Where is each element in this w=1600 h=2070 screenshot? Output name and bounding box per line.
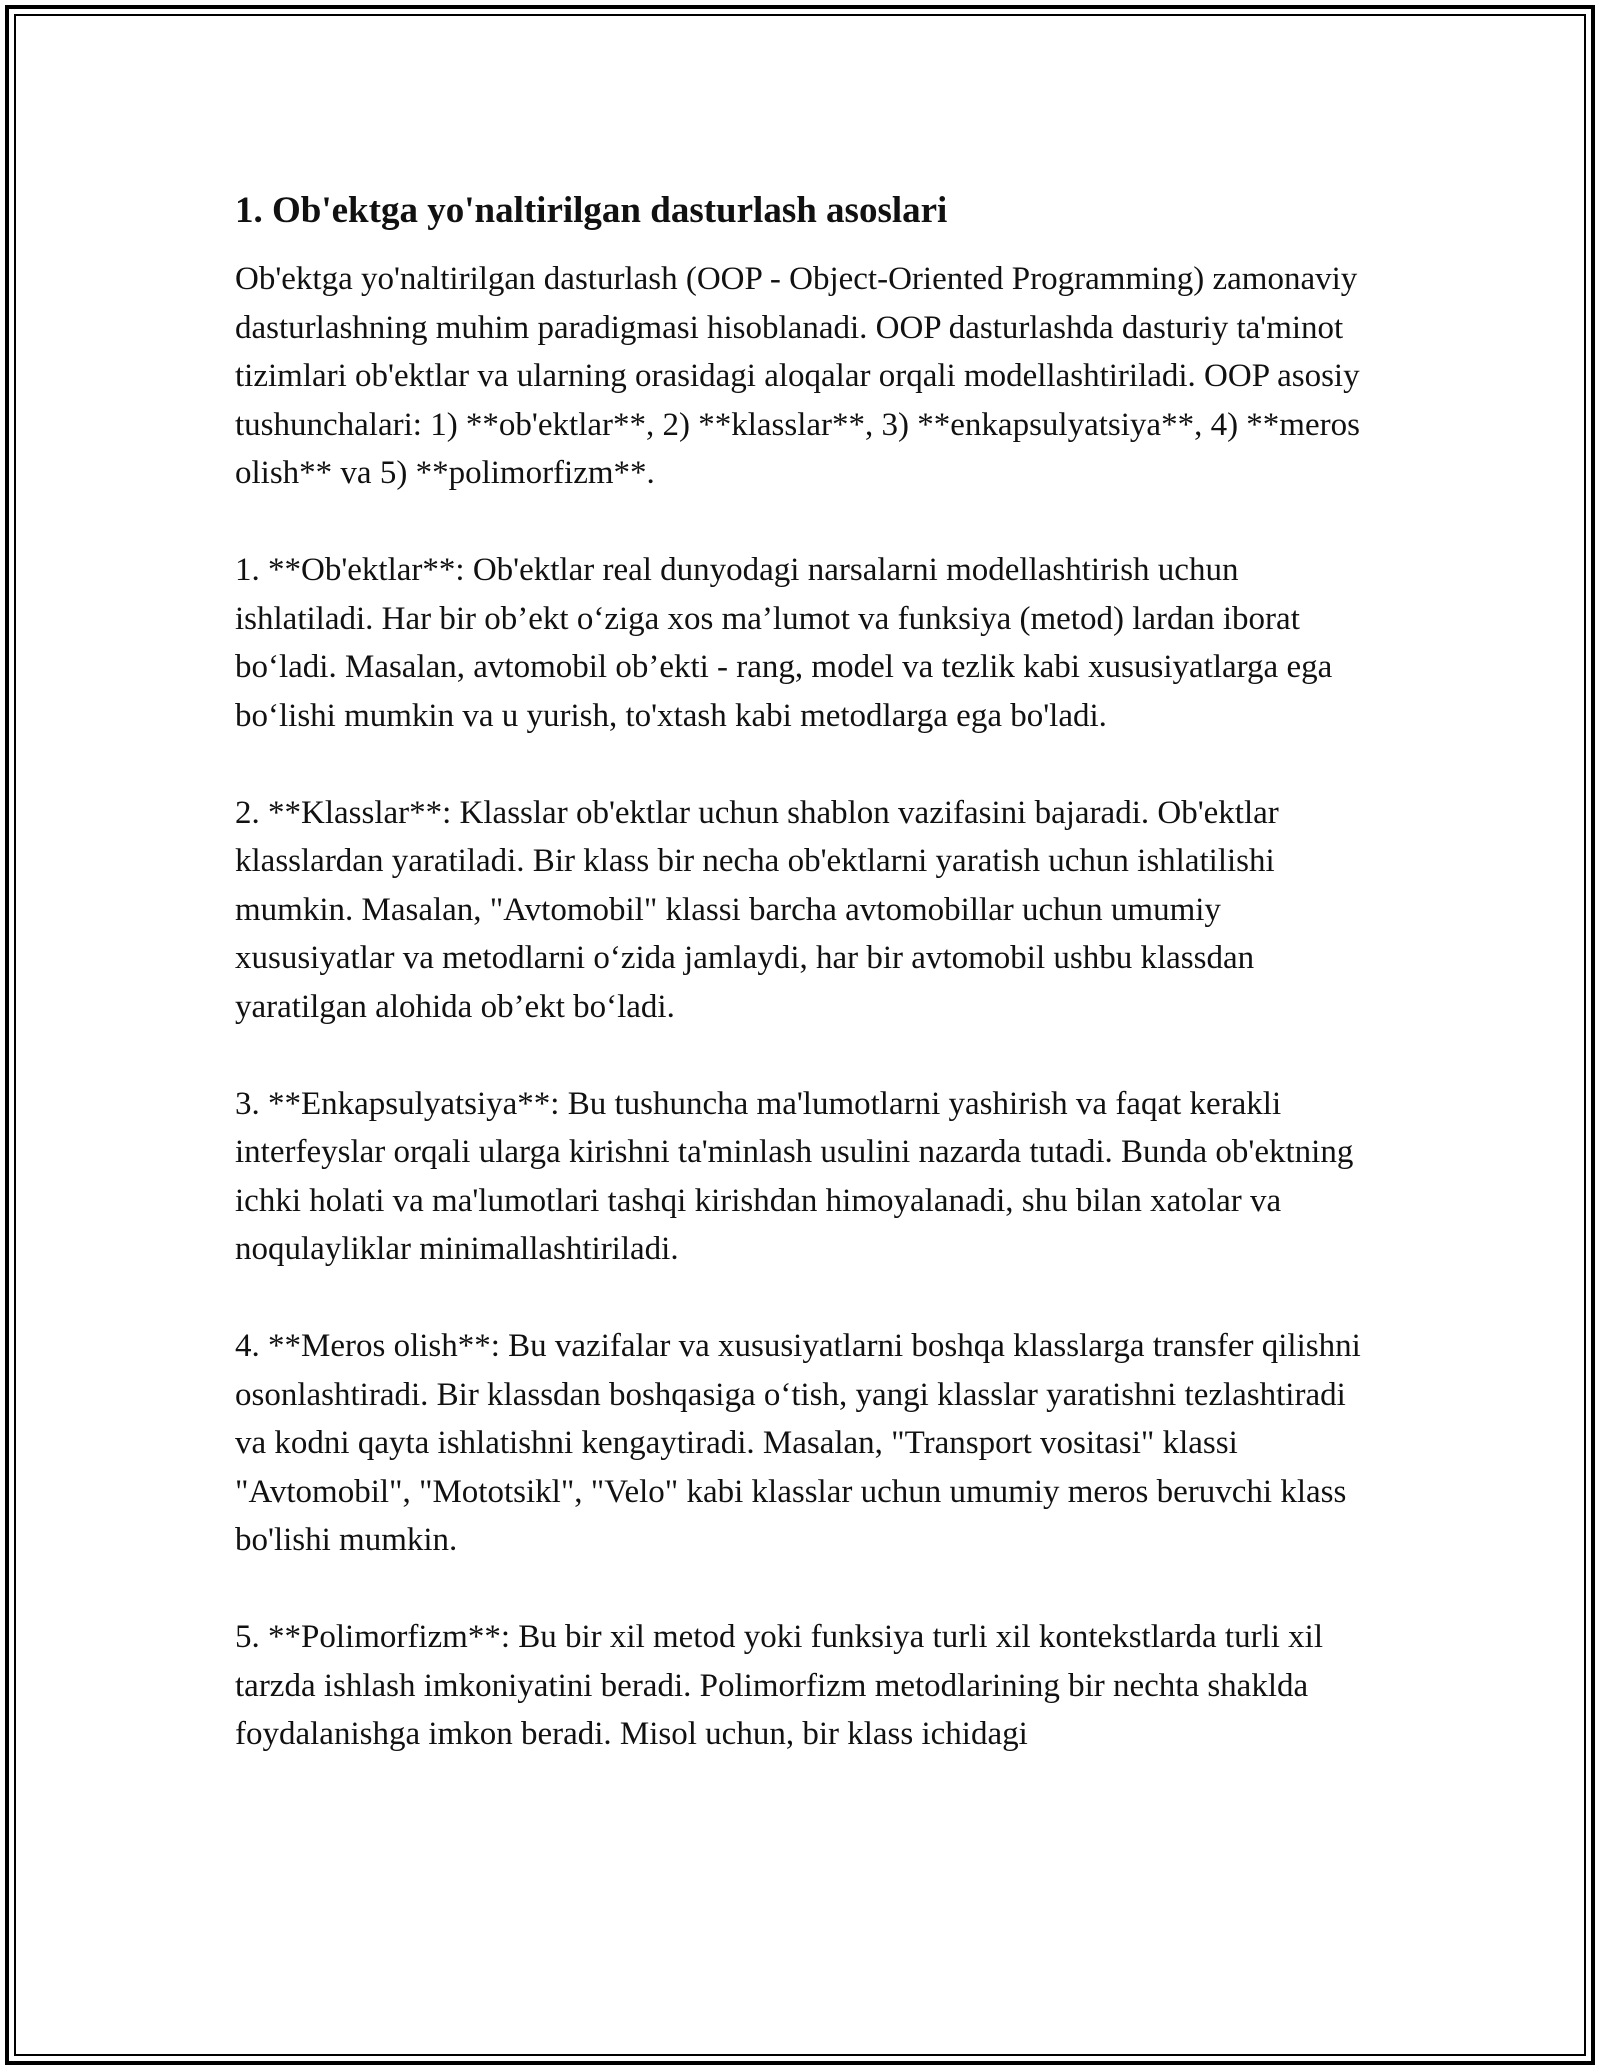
document-title: 1. Ob'ektga yo'naltirilgan dasturlash asoslari <box>235 190 948 231</box>
paragraph-intro: Ob'ektga yo'naltirilgan dasturlash (OOP - Object-Oriented Programming) zamonaviy dasturlashning muhim paradigmasi hisoblanadi. OOP dasturlashda dasturiy ta'minot tizimlari ob'ektlar va ularning orasidagi aloqalar orqali modellashtiriladi. OOP asosiy tushunchalari: 1) **ob'ektlar**, 2) **klasslar**, 3) **enkapsulyatsiya**, 4) **meros olish** va 5) **polimorfizm**. <box>235 261 1360 491</box>
paragraph-encapsulation: 3. **Enkapsulyatsiya**: Bu tushuncha ma'lumotlarni yashirish va faqat kerakli interfeyslar orqali ularga kirishni ta'minlash usulini nazarda tutadi. Bunda ob'ektning ichki holati va ma'lumotlari tashqi kirishdan himoyalanadi, shu bilan xatolar va noqulayliklar minimallashtiriladi. <box>235 1085 1354 1267</box>
paragraph-classes: 2. **Klasslar**: Klasslar ob'ektlar uchun shablon vazifasini bajaradi. Ob'ektlar klasslardan yaratiladi. Bir klass bir necha ob'ektlarni yaratish uchun ishlatilishi mumkin. Masalan, "Avtomobil" klassi barcha avtomobillar uchun umumiy xususiyatlar va metodlarni o‘zida jamlaydi, har bir avtomobil ushbu klassdan yaratilgan alohida ob’ekt bo‘ladi. <box>235 794 1279 1025</box>
paragraph-inheritance: 4. **Meros olish**: Bu vazifalar va xususiyatlarni boshqa klasslarga transfer qilishni osonlashtiradi. Bir klassdan boshqasiga o‘tish, yangi klasslar yaratishni tezlashtiradi va kodni qayta ishlatishni kengaytiradi. Masalan, "Transport vositasi" klassi "Avtomobil", "Mototsikl", "Velo" kabi klasslar uchun umumiy meros beruvchi klass bo'lishi mumkin. <box>235 1328 1361 1558</box>
paragraph-polymorphism: 5. **Polimorfizm**: Bu bir xil metod yoki funksiya turli xil kontekstlarda turli xil tarzda ishlash imkoniyatini beradi. Polimorfizm metodlarining bir nechta shaklda foydalanishga imkon beradi. Misol uchun, bir klass ichidagi <box>235 1619 1323 1752</box>
paragraph-objects: 1. **Ob'ektlar**: Ob'ektlar real dunyodagi narsalarni modellashtirish uchun ishlatiladi. Har bir ob’ekt o‘ziga xos ma’lumot va funksiya (metod) lardan iborat bo‘ladi. Masalan, avtomobil ob’ekti - rang, model va tezlik kabi xususiyatlarga ega bo‘lishi mumkin va u yurish, to'xtash kabi metodlarga ega bo'ladi. <box>235 552 1333 734</box>
document-body <box>235 185 1375 1759</box>
